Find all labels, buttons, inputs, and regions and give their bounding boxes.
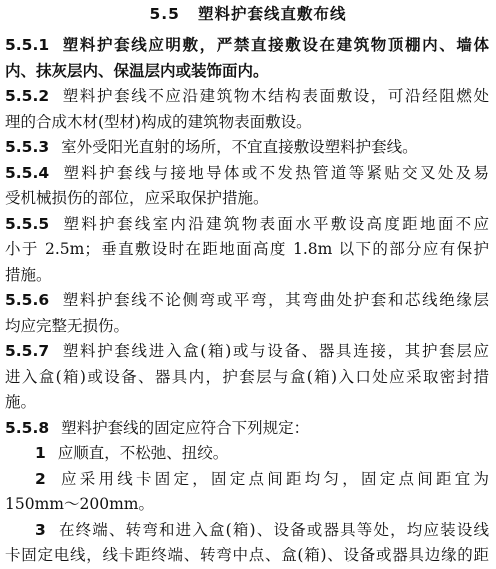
item-text: 在终端、转弯和进入盒(箱)、设备或器具等处，均应装设线 [57, 520, 489, 539]
clause-number: 5.5.1 [5, 36, 50, 54]
clause-text: 塑料护套线与接地导体或不发热管道等紧贴交叉处及易 [61, 163, 489, 182]
section-title [0, 3, 496, 25]
clause-text: 塑料护套线不应沿建筑物木结构表面敷设，可沿经阻燃处 [61, 87, 489, 105]
item-2-line-1 [5, 467, 489, 493]
item-2-line-2: 150mm～200mm。 [5, 495, 154, 513]
item-3-line-1 [5, 518, 489, 544]
clause-number: 5.5.4 [5, 163, 50, 182]
item-number: 1 [35, 444, 46, 462]
clause-number: 5.5.5 [5, 214, 50, 233]
section-title-text: 塑料护套线直敷布线 [197, 5, 347, 23]
clause-text: 塑料护套线进入盒(箱)或与设备、器具连接，其护套层应 [61, 342, 489, 360]
clause-text: 室外受阳光直射的场所，不宜直接敷设塑料护套线。 [61, 138, 418, 156]
clause-5-5-5-line-1 [5, 212, 489, 238]
clause-5-5-3-line-1 [5, 135, 489, 161]
clause-text: 塑料护套线不论侧弯或平弯，其弯曲处护套和芯线绝缘层 [61, 291, 489, 309]
section-number: 5.5 [149, 5, 180, 23]
clause-number: 5.5.8 [5, 418, 50, 437]
item-text: 应采用线卡固定，固定点间距均匀，固定点间距宜为 [57, 469, 489, 488]
clause-number: 5.5.3 [5, 138, 50, 156]
clause-number: 5.5.7 [5, 342, 50, 360]
clause-number: 5.5.6 [5, 291, 50, 309]
item-3-line-2: 卡固定电线，线卡距终端、转弯中点、盒(箱)、设备或器具边缘的距 [5, 546, 489, 564]
clause-5-5-2-line-1 [5, 84, 489, 110]
clause-5-5-5-line-3: 措施。 [5, 265, 52, 284]
clause-5-5-8-line-1 [5, 416, 489, 442]
clause-5-5-7-line-2: 进入盒(箱)或设备、器具内，护套层与盒(箱)入口处应采取密封措 [5, 367, 489, 386]
clause-number: 5.5.2 [5, 87, 50, 105]
clause-text: 塑料护套线室内沿建筑物表面水平敷设高度距地面不应 [61, 214, 489, 233]
clause-5-5-4-line-2: 受机械损伤的部位，应采取保护措施。 [5, 189, 269, 207]
clause-5-5-7-line-1 [5, 339, 489, 365]
item-1-line-1 [5, 441, 489, 467]
item-number: 3 [35, 520, 46, 539]
clause-text: 塑料护套线的固定应符合下列规定： [61, 418, 310, 437]
clause-5-5-5-line-2: 小于 2.5m；垂直敷设时在距地面高度 1.8m 以下的部分应有保护 [5, 240, 489, 258]
clause-list [5, 33, 489, 569]
clause-5-5-6-line-2: 均应完整无损伤。 [5, 316, 130, 335]
clause-5-5-1-line-1 [5, 33, 489, 59]
item-text: 应顺直，不松弛、扭绞。 [57, 444, 229, 462]
clause-5-5-6-line-1 [5, 288, 489, 314]
clause-text: 塑料护套线应明敷，严禁直接敷设在建筑物顶棚内、墙体 [61, 36, 489, 54]
item-number: 2 [35, 469, 46, 488]
clause-5-5-2-line-2: 理的合成木材(型材)构成的建筑物表面敷设。 [5, 112, 312, 131]
clause-5-5-7-line-3: 施。 [5, 393, 37, 411]
clause-5-5-1-line-2: 内、抹灰层内、保温层内或装饰面内。 [5, 61, 269, 80]
clause-5-5-4-line-1 [5, 161, 489, 187]
